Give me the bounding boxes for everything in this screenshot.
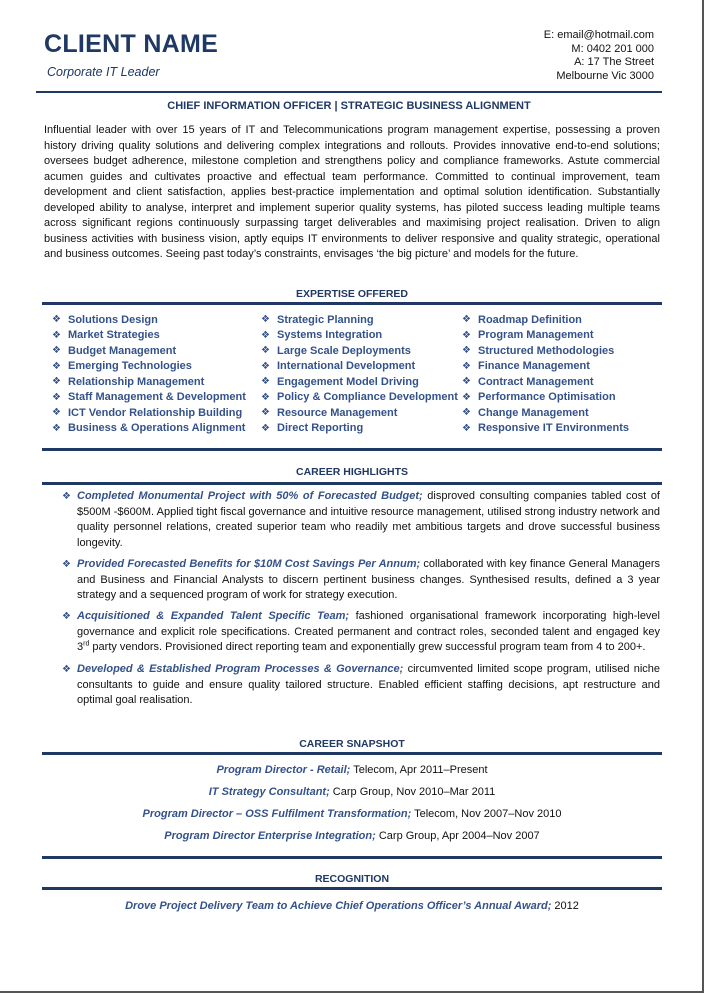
- profile-summary: Influential leader with over 15 years of IT and Telecommunications program management expertise, possessing a proven history driving quality solutions and delivering complex integrations and rollouts. Provides innovative end-to-end solutions; oversees budget adherence, milestone completion and strengthens policy and compliance frameworks. Astute commercial acumen guides and cultivates proactive and effectual team performance. Committed to continual improvement, team development and client satisfaction, applies best-practice implementation and optimal solution identification. Substantially developed ability to analyse, interpret and implement superior quality systems, has piloted success leading multiple teams across significant regions continuously surpassing target deliverables and maximising project realisation. Driven to align business activities with business vision, aptly equips IT environments to deliver responsive and quality strategic, operational and business outcomes. Seeing past today’s constraints, envisages ‘the big picture’ and models for the future.: [44, 124, 660, 260]
- contact-mobile: M: 0402 201 000: [571, 42, 654, 55]
- expertise-item-label: Policy & Compliance Development: [277, 391, 458, 404]
- expertise-item-label: Contract Management: [478, 375, 594, 388]
- recognition-award-title: Drove Project Delivery Team to Achieve Chief Operations Officer’s Annual Award;: [125, 900, 552, 912]
- expertise-item: [52, 328, 246, 344]
- expertise-item: [261, 405, 458, 421]
- diamond-bullet-icon: ❖: [52, 345, 61, 357]
- expertise-item: [462, 405, 629, 421]
- snapshot-rule: [42, 752, 662, 755]
- contact-block: [544, 29, 654, 83]
- expertise-item-label: Responsive IT Environments: [478, 422, 629, 435]
- expertise-item-label: Finance Management: [478, 360, 590, 373]
- snapshot-role-detail: Telecom, Apr 2011–Present: [350, 764, 488, 776]
- diamond-bullet-icon: ❖: [462, 314, 471, 326]
- expertise-item-label: Change Management: [478, 406, 589, 419]
- highlight-item: [62, 662, 660, 709]
- snapshot-role-detail: Carp Group, Nov 2010–Mar 2011: [329, 786, 496, 798]
- snapshot-role-title: Program Director – OSS Fulfilment Transformation;: [142, 808, 412, 820]
- header-divider: [36, 91, 662, 93]
- highlight-text: party vendors. Provisioned direct reporting team and exponentially grew successful program team from 4 to 200+.: [89, 641, 646, 653]
- expertise-item-label: Budget Management: [68, 344, 177, 357]
- expertise-item: [462, 359, 629, 375]
- highlights-rule: [42, 482, 662, 485]
- diamond-bullet-icon: ❖: [62, 611, 71, 622]
- recognition-award: [42, 899, 662, 914]
- expertise-item: [52, 421, 246, 437]
- diamond-bullet-icon: ❖: [462, 422, 471, 434]
- expertise-item: [462, 328, 629, 344]
- expertise-item-label: ICT Vendor Relationship Building: [68, 406, 243, 419]
- snapshot-role: [42, 785, 662, 800]
- snapshot-role: [42, 807, 662, 822]
- expertise-item: [462, 374, 629, 390]
- expertise-item: [462, 343, 629, 359]
- snapshot-role-detail: Carp Group, Apr 2004–Nov 2007: [375, 830, 540, 842]
- expertise-item: [261, 328, 458, 344]
- headline: CHIEF INFORMATION OFFICER | STRATEGIC BUSINESS ALIGNMENT: [167, 100, 531, 112]
- diamond-bullet-icon: ❖: [52, 314, 61, 326]
- expertise-column-2: [261, 312, 458, 436]
- expertise-item: [52, 359, 246, 375]
- recognition-award-year: 2012: [551, 900, 579, 912]
- recognition-title: RECOGNITION: [314, 873, 390, 885]
- snapshot-role-title: Program Director Enterprise Integration;: [164, 830, 376, 842]
- diamond-bullet-icon: ❖: [261, 407, 270, 419]
- snapshot-role-detail: Telecom, Nov 2007–Nov 2010: [411, 808, 562, 820]
- highlight-superscript: rd: [83, 640, 90, 648]
- diamond-bullet-icon: ❖: [462, 345, 471, 357]
- highlight-item: [62, 609, 660, 656]
- expertise-column-3: [462, 312, 629, 436]
- expertise-item: [261, 374, 458, 390]
- expertise-item: [261, 390, 458, 406]
- snapshot-role: [42, 763, 662, 778]
- diamond-bullet-icon: ❖: [462, 391, 471, 403]
- contact-address-line2: Melbourne Vic 3000: [556, 69, 654, 82]
- highlights-rule-top: [42, 448, 662, 451]
- highlight-lead: Provided Forecasted Benefits for $10M Cost Savings Per Annum;: [77, 558, 421, 570]
- diamond-bullet-icon: ❖: [462, 407, 471, 419]
- expertise-item-label: Program Management: [478, 329, 594, 342]
- highlight-text: disproved consulting companies tabled cost of $500M -$600M. Applied tight fiscal governance and intuitive resource management, utilised strong industry network and quality personnel relations, created superior team who readily met ambitious targets and drove successful business longevity.: [77, 490, 660, 549]
- expertise-item: [462, 390, 629, 406]
- expertise-item-label: Systems Integration: [277, 329, 383, 342]
- expertise-item: [261, 421, 458, 437]
- expertise-item-label: Direct Reporting: [277, 422, 364, 435]
- diamond-bullet-icon: ❖: [462, 376, 471, 388]
- expertise-item-label: Relationship Management: [68, 375, 205, 388]
- highlight-text: fashioned organisational framework incorporating high-level governance and explicit role specifications. Created permanent and contract roles, seconded talent and engaged key 3: [77, 610, 660, 653]
- expertise-item-label: Solutions Design: [68, 313, 158, 326]
- diamond-bullet-icon: ❖: [52, 391, 61, 403]
- expertise-column-1: [52, 312, 246, 436]
- snapshot-role: [42, 829, 662, 844]
- recognition-rule: [42, 887, 662, 890]
- diamond-bullet-icon: ❖: [62, 664, 71, 675]
- highlight-item: [62, 489, 660, 551]
- client-role: Corporate IT Leader: [47, 65, 160, 79]
- highlight-text: collaborated with key finance General Managers and Business and Financial Analysts to discern pertinent business changes. Synthesised results, defined a 3 year strategy and a sequenced program of work for strategy execution.: [77, 558, 660, 601]
- snapshot-role-title: IT Strategy Consultant;: [208, 786, 330, 798]
- expertise-item: [52, 312, 246, 328]
- expertise-title: EXPERTISE OFFERED: [295, 288, 409, 300]
- expertise-item-label: Business & Operations Alignment: [68, 422, 246, 435]
- expertise-item: [52, 405, 246, 421]
- contact-address-line1: A: 17 The Street: [574, 56, 654, 69]
- expertise-item-label: Engagement Model Driving: [277, 375, 419, 388]
- highlights-title: CAREER HIGHLIGHTS: [295, 466, 408, 478]
- highlight-text: circumvented limited scope program, utilised niche consultants to guide and ensure quality tailored structure. Enabled efficient staffing decisions, apt restructure and optimal goal realisation.: [77, 663, 660, 706]
- expertise-item: [261, 312, 458, 328]
- diamond-bullet-icon: ❖: [462, 360, 471, 372]
- diamond-bullet-icon: ❖: [62, 559, 71, 570]
- expertise-item: [462, 312, 629, 328]
- diamond-bullet-icon: ❖: [261, 329, 270, 341]
- diamond-bullet-icon: ❖: [261, 345, 270, 357]
- expertise-item-label: Structured Methodologies: [478, 344, 615, 357]
- diamond-bullet-icon: ❖: [52, 360, 61, 372]
- expertise-item: [462, 421, 629, 437]
- contact-email: E: email@hotmail.com: [543, 29, 654, 41]
- diamond-bullet-icon: ❖: [462, 329, 471, 341]
- expertise-item-label: Staff Management & Development: [68, 391, 246, 404]
- expertise-item-label: Performance Optimisation: [478, 391, 616, 404]
- client-name: CLIENT NAME: [44, 30, 219, 58]
- highlight-lead: Completed Monumental Project with 50% of Forecasted Budget;: [77, 490, 423, 502]
- expertise-item-label: Market Strategies: [68, 329, 160, 342]
- expertise-item: [52, 374, 246, 390]
- diamond-bullet-icon: ❖: [261, 376, 270, 388]
- expertise-rule: [42, 302, 662, 305]
- expertise-item-label: Resource Management: [277, 406, 398, 419]
- recognition-rule-top: [42, 856, 662, 859]
- highlight-item: [62, 557, 660, 604]
- diamond-bullet-icon: ❖: [52, 329, 61, 341]
- diamond-bullet-icon: ❖: [261, 314, 270, 326]
- expertise-item: [52, 343, 246, 359]
- highlight-lead: Developed & Established Program Processes & Governance;: [77, 663, 404, 675]
- expertise-item-label: Emerging Technologies: [68, 360, 192, 373]
- expertise-item-label: Roadmap Definition: [478, 313, 582, 326]
- expertise-item: [52, 390, 246, 406]
- diamond-bullet-icon: ❖: [62, 491, 71, 502]
- expertise-item-label: Strategic Planning: [277, 313, 374, 326]
- diamond-bullet-icon: ❖: [261, 391, 270, 403]
- diamond-bullet-icon: ❖: [52, 422, 61, 434]
- expertise-item-label: Large Scale Deployments: [277, 344, 411, 357]
- expertise-item: [261, 359, 458, 375]
- diamond-bullet-icon: ❖: [261, 422, 270, 434]
- expertise-item-label: International Development: [277, 360, 416, 373]
- expertise-item: [261, 343, 458, 359]
- diamond-bullet-icon: ❖: [52, 407, 61, 419]
- highlight-lead: Acquisitioned & Expanded Talent Specific Team;: [77, 610, 350, 622]
- snapshot-title: CAREER SNAPSHOT: [299, 738, 405, 750]
- diamond-bullet-icon: ❖: [52, 376, 61, 388]
- diamond-bullet-icon: ❖: [261, 360, 270, 372]
- snapshot-role-title: Program Director - Retail;: [216, 764, 351, 776]
